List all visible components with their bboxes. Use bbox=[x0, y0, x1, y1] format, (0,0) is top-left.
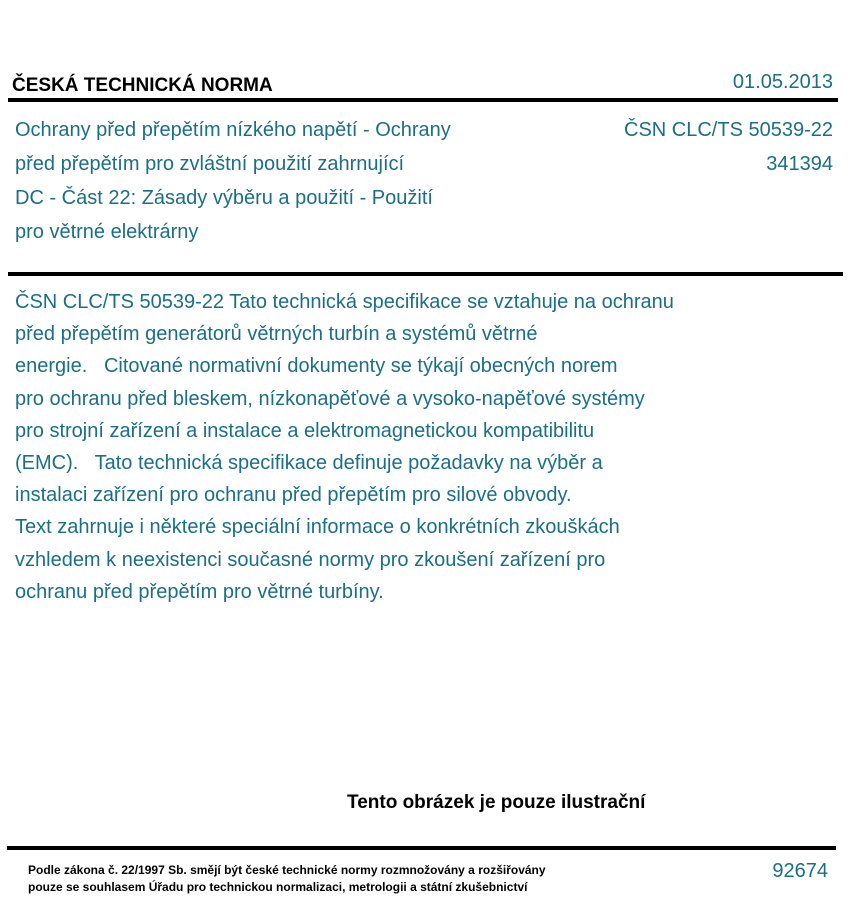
abstract-line: instalaci zařízení pro ochranu před přepětím pro silové obvody. bbox=[15, 484, 572, 507]
standard-title bbox=[15, 113, 535, 249]
divider-bottom bbox=[7, 846, 836, 850]
catalog-number: 92674 bbox=[772, 860, 828, 882]
title-line: před přepětím pro zvláštní použití zahrnující bbox=[15, 153, 405, 175]
abstract bbox=[15, 286, 775, 608]
divider-middle bbox=[8, 272, 843, 276]
abstract-line: ČSN CLC/TS 50539-22 Tato technická specifikace se vztahuje na ochranu bbox=[15, 291, 674, 313]
abstract-line: (EMC). Tato technická specifikace definuje požadavky na výběr a bbox=[15, 452, 603, 475]
legal-line: Podle zákona č. 22/1997 Sb. smějí být české technické normy rozmnožovány a rozšiřovány bbox=[28, 863, 546, 877]
abstract-line: pro strojní zařízení a instalace a elektromagnetickou kompatibilitu bbox=[15, 419, 595, 442]
class-number: 341394 bbox=[766, 153, 833, 175]
standard-code: ČSN CLC/TS 50539-22 bbox=[624, 119, 833, 141]
document-heading: ČESKÁ TECHNICKÁ NORMA bbox=[12, 75, 273, 96]
title-line: pro větrné elektrárny bbox=[15, 221, 199, 243]
title-line: Ochrany před přepětím nízkého napětí - Ochrany bbox=[15, 119, 451, 141]
title-line: DC - Část 22: Zásady výběru a použití - Použití bbox=[15, 187, 433, 209]
abstract-line: před přepětím generátorů větrných turbín a systémů větrné bbox=[15, 323, 538, 346]
abstract-line: ochranu před přepětím pro větrné turbíny. bbox=[15, 580, 384, 603]
publication-date: 01.05.2013 bbox=[732, 71, 833, 93]
abstract-line: vzhledem k neexistenci současné normy pro zkoušení zařízení pro bbox=[15, 548, 606, 571]
abstract-line: pro ochranu před bleskem, nízkonapěťové a vysoko-napěťové systémy bbox=[15, 387, 645, 410]
standard-identifiers bbox=[624, 113, 833, 181]
abstract-line: Text zahrnuje i některé speciální informace o konkrétních zkouškách bbox=[15, 516, 620, 539]
legal-notice bbox=[28, 862, 546, 896]
divider-top bbox=[8, 98, 838, 102]
abstract-line: energie. Citované normativní dokumenty se týkají obecných norem bbox=[15, 355, 618, 378]
illustration-notice: Tento obrázek je pouze ilustrační bbox=[347, 792, 646, 813]
legal-line: pouze se souhlasem Úřadu pro technickou normalizaci, metrologii a státní zkušebnictví bbox=[28, 880, 528, 894]
